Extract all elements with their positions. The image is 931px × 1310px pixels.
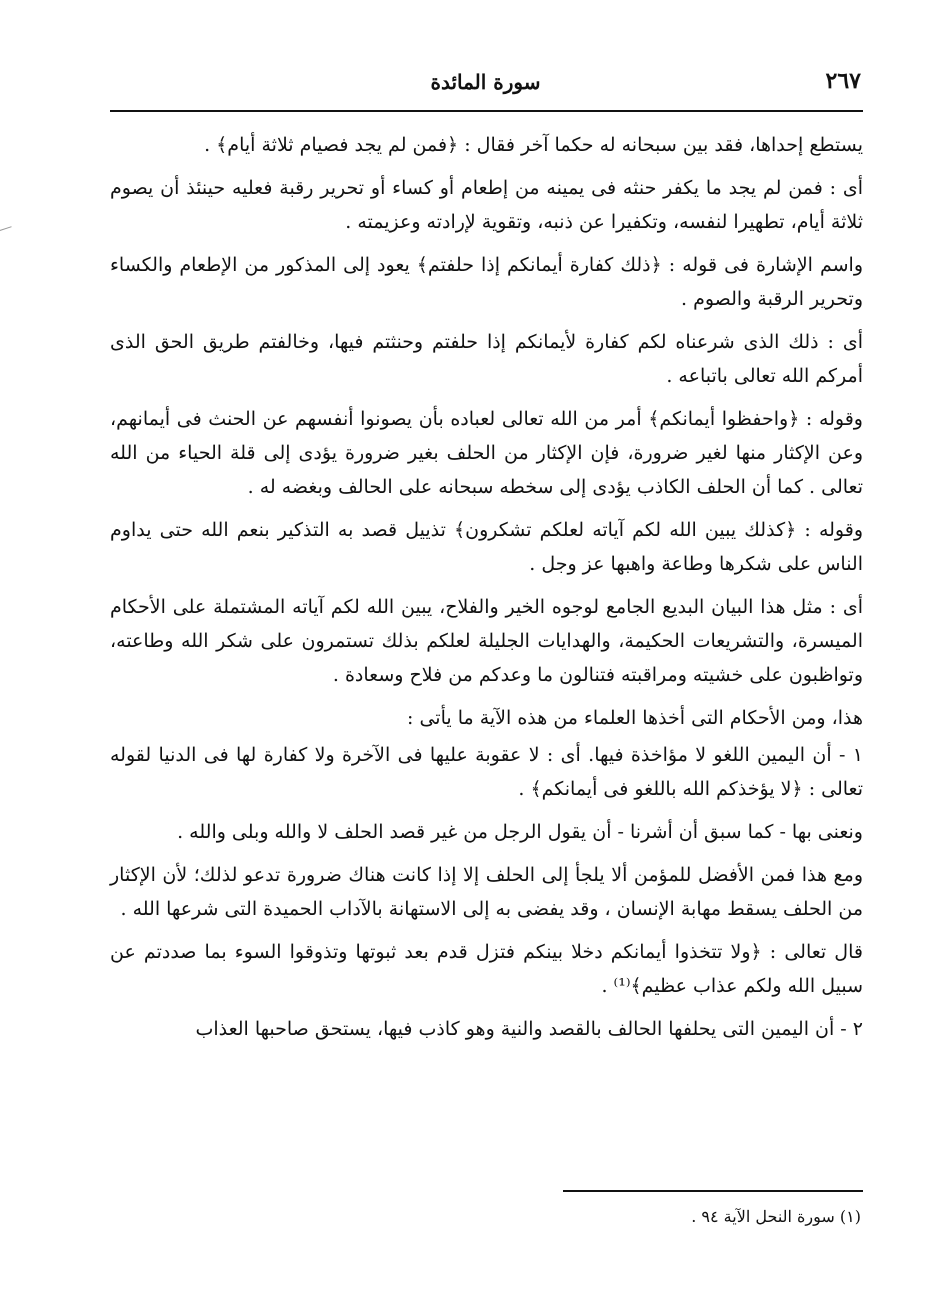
- paragraph: ١ - أن اليمين اللغو لا مؤاخذة فيها. أى : لا عقوبة عليها فى الآخرة ولا كفارة لها فى الدنيا لقوله تعالى : ﴿لا يؤخذكم الله باللغو فى أيمانكم﴾ .: [110, 744, 863, 800]
- paragraph: ونعنى بها - كما سبق أن أشرنا - أن يقول الرجل من غير قصد الحلف لا والله وبلى والله .: [177, 821, 863, 843]
- margin-mark: [0, 226, 16, 245]
- paragraph: أى : ذلك الذى شرعناه لكم كفارة لأيمانكم إذا حلفتم وحنثتم فيها، وخالفتم طريق الحق الذى أمركم الله تعالى باتباعه .: [110, 331, 863, 387]
- paragraph: واسم الإشارة فى قوله : ﴿ذلك كفارة أيمانكم إذا حلفتم﴾ يعود إلى المذكور من الإطعام والكساء وتحرير الرقبة والصوم .: [110, 254, 863, 310]
- paragraph: هذا، ومن الأحكام التى أخذها العلماء من هذه الآية ما يأتى :: [407, 707, 863, 729]
- paragraph: ٢ - أن اليمين التى يحلفها الحالف بالقصد والنية وهو كاذب فيها، يستحق صاحبها العذاب: [195, 1018, 863, 1040]
- page-number: ٢٦٧: [825, 68, 861, 94]
- footnote: (١) سورة النحل الآية ٩٤ .: [691, 1207, 861, 1226]
- paragraph: أى : مثل هذا البيان البديع الجامع لوجوه الخير والفلاح، يبين الله لكم آياته المشتملة على الأحكام الميسرة، والتشريعات الحكيمة، والهدايات الجليلة لعلكم بذلك تستمرون على شكر الله وطاعته، وتواظبون على خشيته ومراقبته فتنالون ما وعدكم من فلاح وسعادة .: [110, 596, 863, 686]
- paragraph: وقوله : ﴿كذلك يبين الله لكم آياته لعلكم تشكرون﴾ تذييل قصد به التذكير بنعم الله حتى يداوم الناس على شكرها وطاعة واهبها عز وجل .: [110, 519, 863, 575]
- main-text: [110, 128, 863, 1055]
- header-divider: [110, 110, 863, 112]
- paragraph: وقوله : ﴿واحفظوا أيمانكم﴾ أمر من الله تعالى لعباده بأن يصونوا أنفسهم عن الحنث فى أيمانهم، وعن الإكثار منها لغير ضرورة، فإن الإكثار من الحلف بغير ضرورة يؤدى إلى قلة الحياء من الله تعالى . كما أن الحلف الكاذب يؤدى إلى سخطه سبحانه على الحالف وبغضه له .: [110, 408, 863, 498]
- paragraph: ومع هذا فمن الأفضل للمؤمن ألا يلجأ إلى الحلف إلا إذا كانت هناك ضرورة تدعو لذلك؛ لأن الإكثار من الحلف يسقط مهابة الإنسان ، وقد يفضى به إلى الاستهانة بالآداب الحميدة التى شرعها الله .: [110, 864, 863, 920]
- paragraph: أى : فمن لم يجد ما يكفر حنثه فى يمينه من إطعام أو كساء أو تحرير رقبة فعليه حينئذ أن يصوم ثلاثة أيام، تطهيرا لنفسه، وتكفيرا عن ذنبه، وتقوية لإرادته وعزيمته .: [110, 177, 863, 233]
- paragraph: قال تعالى : ﴿ولا تتخذوا أيمانكم دخلا بينكم فتزل قدم بعد ثبوتها وتذوقوا السوء بما صددتم عن سبيل الله ولكم عذاب عظيم﴾⁽¹⁾ .: [110, 941, 863, 997]
- paragraph: يستطع إحداها، فقد بين سبحانه له حكما آخر فقال : ﴿فمن لم يجد فصيام ثلاثة أيام﴾ .: [204, 134, 863, 156]
- page-header: [110, 66, 861, 106]
- surah-title: سورة المائدة: [430, 70, 541, 94]
